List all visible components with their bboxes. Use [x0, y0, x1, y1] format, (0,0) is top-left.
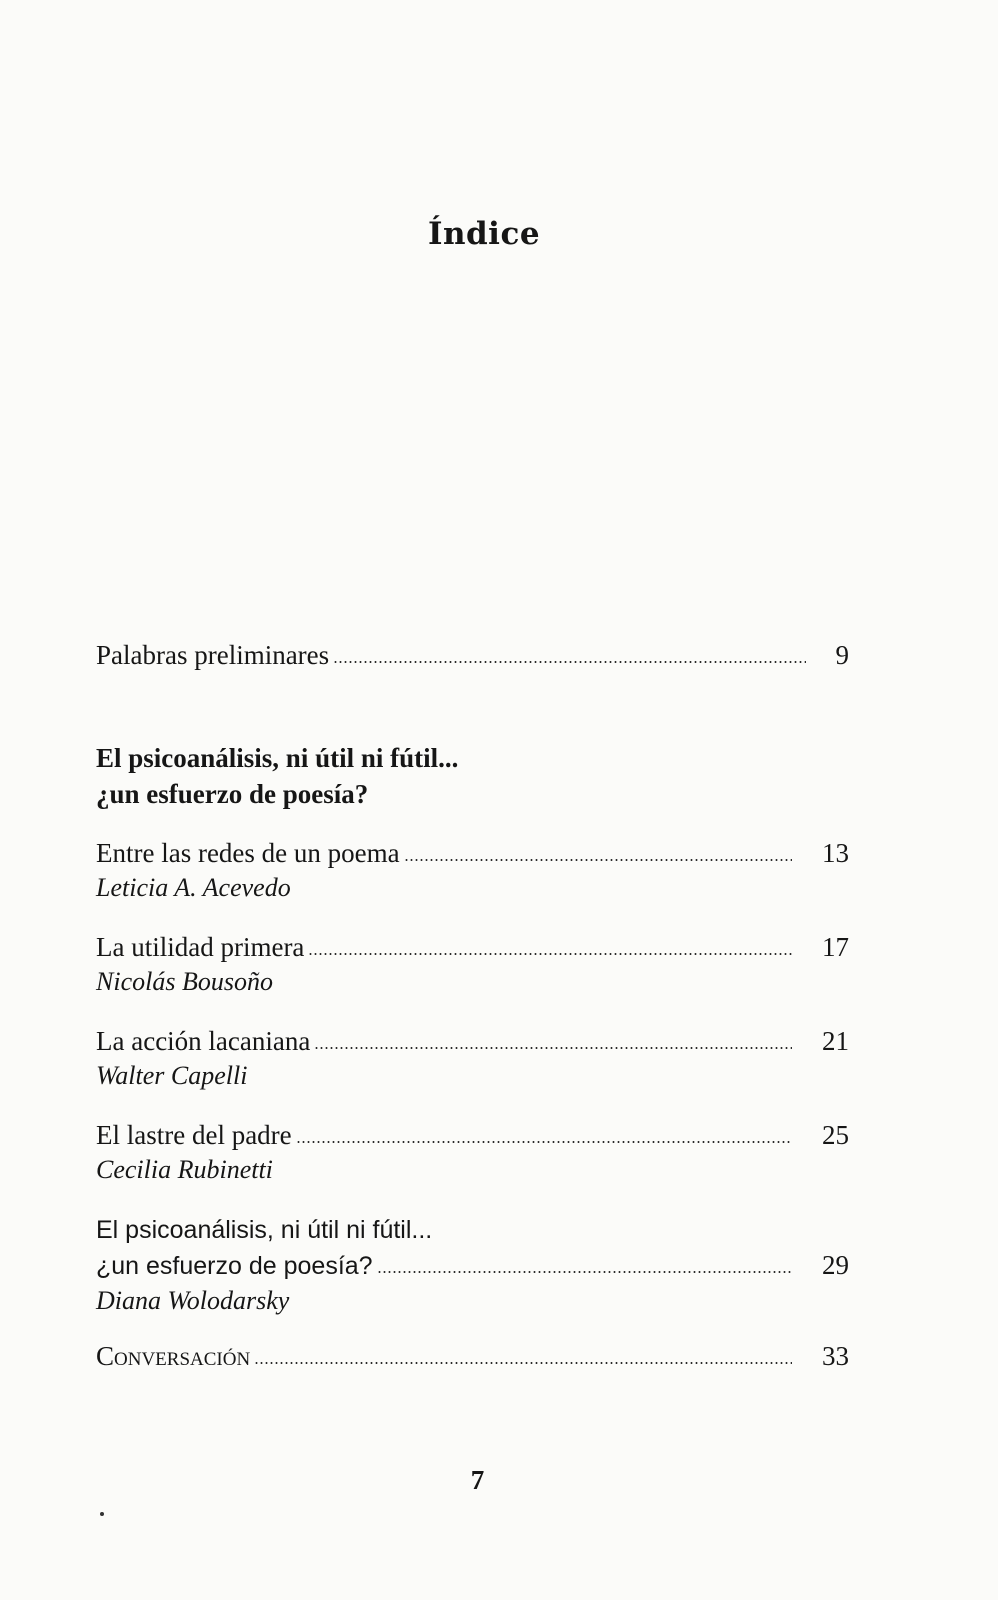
toc-entry	[96, 1024, 849, 1093]
toc-entry	[96, 930, 849, 999]
toc-entry-preliminares	[96, 638, 849, 673]
page-number: 7	[470, 1465, 485, 1495]
toc-entry-title: Conversación	[96, 1341, 251, 1371]
dot-leader	[296, 1141, 792, 1143]
toc-entry-author: Nicolás Bousoño	[96, 967, 273, 996]
toc-page-number: 25	[822, 1120, 849, 1150]
toc-page-number: 29	[822, 1250, 849, 1280]
toc-entry-title: El lastre del padre	[96, 1120, 292, 1150]
print-speck	[100, 1512, 104, 1516]
toc-entry-conversacion	[96, 1339, 849, 1374]
dot-leader	[333, 661, 805, 663]
section-heading-line-2: ¿un esfuerzo de poesía?	[96, 779, 369, 809]
dot-leader	[377, 1271, 792, 1273]
toc-entry-title: Entre las redes de un poema	[96, 838, 400, 868]
toc-page-number: 21	[822, 1026, 849, 1056]
toc-entry-title: La acción lacaniana	[96, 1026, 311, 1056]
toc-entry-author: Cecilia Rubinetti	[96, 1155, 273, 1184]
section-heading-line-1: El psicoanálisis, ni útil ni fútil...	[96, 743, 459, 773]
toc-page-number: 9	[835, 640, 849, 670]
page-title: Índice	[427, 216, 541, 252]
section-heading	[96, 740, 796, 812]
toc-page-number: 33	[822, 1341, 849, 1371]
toc-entry	[96, 836, 849, 905]
toc-page-number: 13	[822, 838, 849, 868]
dot-leader	[254, 1362, 792, 1364]
toc-entry	[96, 1213, 849, 1318]
toc-entry-author: Diana Wolodarsky	[96, 1286, 290, 1315]
toc-entry-title-line-1: El psicoanálisis, ni útil ni fútil...	[96, 1216, 433, 1244]
toc-entry	[96, 1118, 849, 1187]
toc-entry-author: Leticia A. Acevedo	[96, 873, 291, 902]
toc-entry-title: La utilidad primera	[96, 932, 305, 962]
dot-leader	[308, 953, 792, 955]
toc-entry-title: Palabras preliminares	[96, 640, 330, 670]
dot-leader	[404, 859, 792, 861]
dot-leader	[314, 1047, 792, 1049]
toc-entry-author: Walter Capelli	[96, 1061, 248, 1090]
toc-entry-title-line-2: ¿un esfuerzo de poesía?	[96, 1252, 373, 1280]
toc-page-number: 17	[822, 932, 849, 962]
